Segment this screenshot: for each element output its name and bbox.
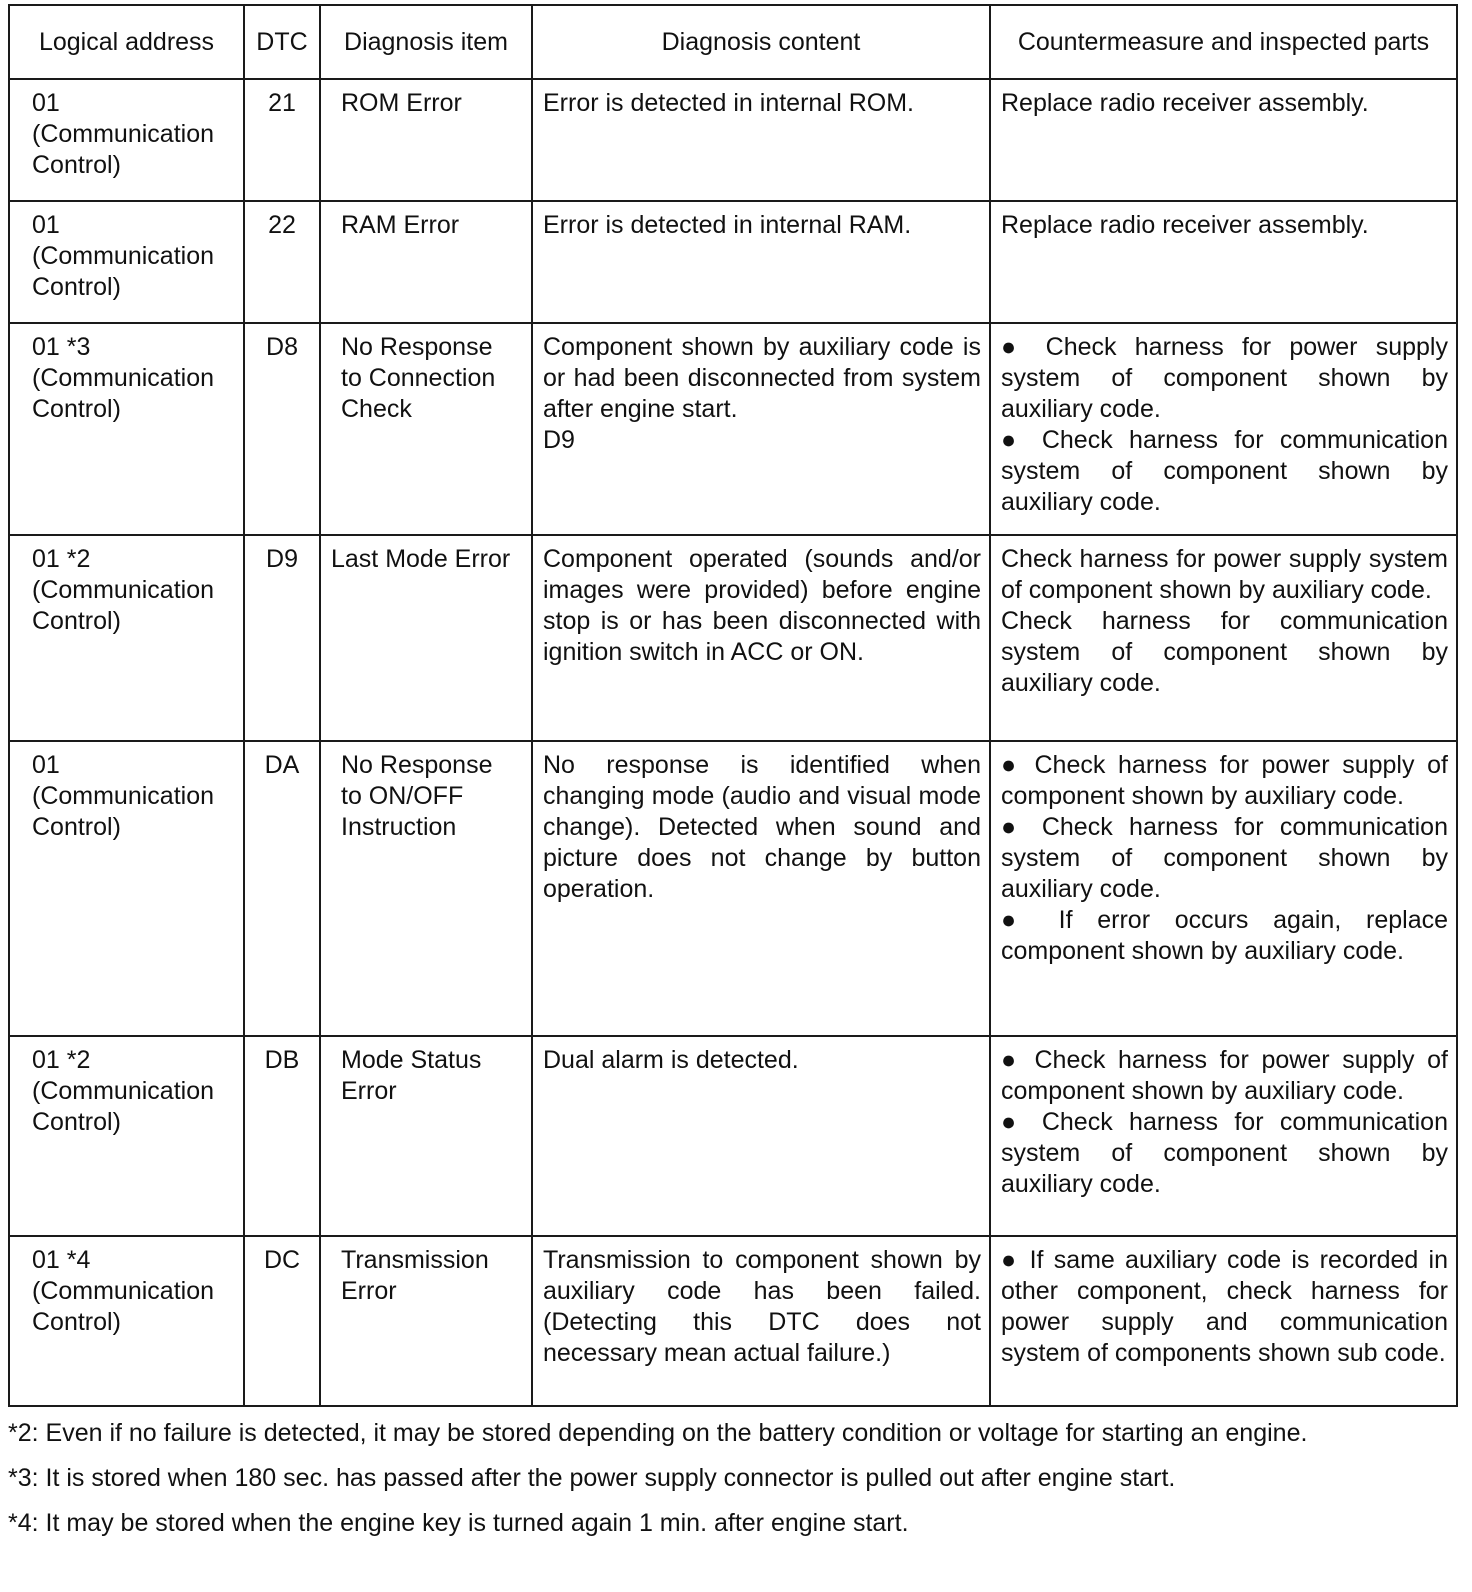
countermeasure-cell	[990, 323, 1457, 535]
address-cell	[9, 1036, 244, 1236]
item-line: RAM Error	[341, 211, 460, 239]
table-row	[9, 535, 1457, 741]
content-cell	[532, 1236, 990, 1406]
address-cell	[9, 741, 244, 1036]
address-line: 01	[32, 751, 60, 779]
address-line: 01	[32, 211, 60, 239]
item-line: Error	[341, 1277, 397, 1305]
countermeasure-cell	[990, 79, 1457, 201]
countermeasure-text: Replace radio receiver assembly.	[1001, 211, 1369, 239]
item-line: Instruction	[341, 813, 457, 841]
table-header-row	[9, 5, 1457, 79]
address-line: 01 *2	[32, 1046, 91, 1074]
countermeasure-text: ● If error occurs again, replace component shown by auxiliary code.	[1001, 906, 1448, 965]
address-line: (Communication	[32, 576, 215, 604]
content-cell	[532, 535, 990, 741]
content-text: Error is detected in internal ROM.	[543, 89, 914, 117]
header-diagnosis-item: Diagnosis item	[320, 5, 532, 79]
content-text: Component operated (sounds and/or images were provided) before engine stop is or has been disconnected with ignition switch in ACC or ON.	[543, 545, 981, 666]
item-line: Mode Status	[341, 1046, 482, 1074]
header-dtc: DTC	[244, 5, 320, 79]
address-line: Control)	[32, 395, 121, 423]
item-line: No Response	[341, 333, 493, 361]
countermeasure-text: ● Check harness for communication system of component shown by auxiliary code.	[1001, 813, 1448, 903]
item-cell	[320, 535, 532, 741]
content-text: Component shown by auxiliary code is or had been disconnected from system after engine start.	[543, 333, 981, 423]
address-line: Control)	[32, 1108, 121, 1136]
table-row	[9, 741, 1457, 1036]
countermeasure-text: Check harness for communication system of component shown by auxiliary code.	[1001, 607, 1448, 697]
address-cell	[9, 79, 244, 201]
dtc-cell: D8	[244, 323, 320, 535]
countermeasure-text: ● Check harness for power supply of component shown by auxiliary code.	[1001, 751, 1448, 810]
countermeasure-cell	[990, 1036, 1457, 1236]
address-line: 01 *4	[32, 1246, 91, 1274]
content-text: Transmission to component shown by auxiliary code has been failed. (Detecting this DTC does not necessary mean actual failure.)	[543, 1246, 981, 1367]
item-line: ROM Error	[341, 89, 462, 117]
footnotes	[8, 1418, 1307, 1553]
table-row	[9, 79, 1457, 201]
address-line: Control)	[32, 273, 121, 301]
content-cell	[532, 1036, 990, 1236]
countermeasure-text: ● Check harness for communication system of component shown by auxiliary code.	[1001, 1108, 1448, 1198]
dtc-cell: 21	[244, 79, 320, 201]
table-row	[9, 201, 1457, 323]
address-line: 01 *2	[32, 545, 91, 573]
address-cell	[9, 535, 244, 741]
header-logical-address: Logical address	[9, 5, 244, 79]
countermeasure-text: ● Check harness for power supply of component shown by auxiliary code.	[1001, 1046, 1448, 1105]
footnote: *3: It is stored when 180 sec. has passed after the power supply connector is pulled out after engine start.	[8, 1464, 1176, 1492]
item-cell	[320, 323, 532, 535]
address-line: (Communication	[32, 364, 215, 392]
dtc-cell: DB	[244, 1036, 320, 1236]
dtc-table	[8, 4, 1458, 1407]
address-line: Control)	[32, 151, 121, 179]
address-line: (Communication	[32, 242, 215, 270]
content-text: Dual alarm is detected.	[543, 1046, 799, 1074]
content-cell	[532, 201, 990, 323]
address-line: (Communication	[32, 1277, 215, 1305]
item-line: No Response	[341, 751, 493, 779]
content-cell	[532, 323, 990, 535]
item-cell	[320, 1036, 532, 1236]
address-line: 01 *3	[32, 333, 91, 361]
footnote: *4: It may be stored when the engine key is turned again 1 min. after engine start.	[8, 1509, 909, 1537]
countermeasure-text: ● If same auxiliary code is recorded in other component, check harness for power supply and communication system of components shown sub code.	[1001, 1246, 1448, 1367]
table-row	[9, 1036, 1457, 1236]
address-line: 01	[32, 89, 60, 117]
address-cell	[9, 201, 244, 323]
table-row	[9, 1236, 1457, 1406]
countermeasure-text: ● Check harness for communication system of component shown by auxiliary code.	[1001, 426, 1448, 516]
countermeasure-cell	[990, 1236, 1457, 1406]
item-cell	[320, 1236, 532, 1406]
address-line: (Communication	[32, 120, 215, 148]
countermeasure-cell	[990, 741, 1457, 1036]
table-row	[9, 323, 1457, 535]
item-cell	[320, 201, 532, 323]
dtc-cell: D9	[244, 535, 320, 741]
address-line: (Communication	[32, 782, 215, 810]
address-cell	[9, 323, 244, 535]
item-line: Transmission	[341, 1246, 489, 1274]
item-line: to ON/OFF	[341, 782, 464, 810]
content-cell	[532, 79, 990, 201]
countermeasure-text: ● Check harness for power supply system of component shown by auxiliary code.	[1001, 333, 1448, 423]
item-line: Last Mode Error	[331, 545, 511, 573]
content-cell	[532, 741, 990, 1036]
dtc-cell: DC	[244, 1236, 320, 1406]
dtc-cell: DA	[244, 741, 320, 1036]
item-line: Check	[341, 395, 412, 423]
footnote: *2: Even if no failure is detected, it may be stored depending on the battery condition or voltage for starting an engine.	[8, 1419, 1308, 1447]
header-countermeasure: Countermeasure and inspected parts	[990, 5, 1457, 79]
address-line: (Communication	[32, 1077, 215, 1105]
item-line: to Connection	[341, 364, 496, 392]
item-line: Error	[341, 1077, 397, 1105]
countermeasure-cell	[990, 535, 1457, 741]
header-diagnosis-content: Diagnosis content	[532, 5, 990, 79]
address-cell	[9, 1236, 244, 1406]
content-text: D9	[543, 426, 575, 454]
address-line: Control)	[32, 607, 121, 635]
countermeasure-text: Check harness for power supply system of component shown by auxiliary code.	[1001, 545, 1448, 604]
countermeasure-text: Replace radio receiver assembly.	[1001, 89, 1369, 117]
countermeasure-cell	[990, 201, 1457, 323]
address-line: Control)	[32, 813, 121, 841]
dtc-cell: 22	[244, 201, 320, 323]
item-cell	[320, 79, 532, 201]
content-text: Error is detected in internal RAM.	[543, 211, 912, 239]
item-cell	[320, 741, 532, 1036]
content-text: No response is identified when changing mode (audio and visual mode change). Detected when sound and picture does not change by button operation.	[543, 751, 981, 903]
address-line: Control)	[32, 1308, 121, 1336]
